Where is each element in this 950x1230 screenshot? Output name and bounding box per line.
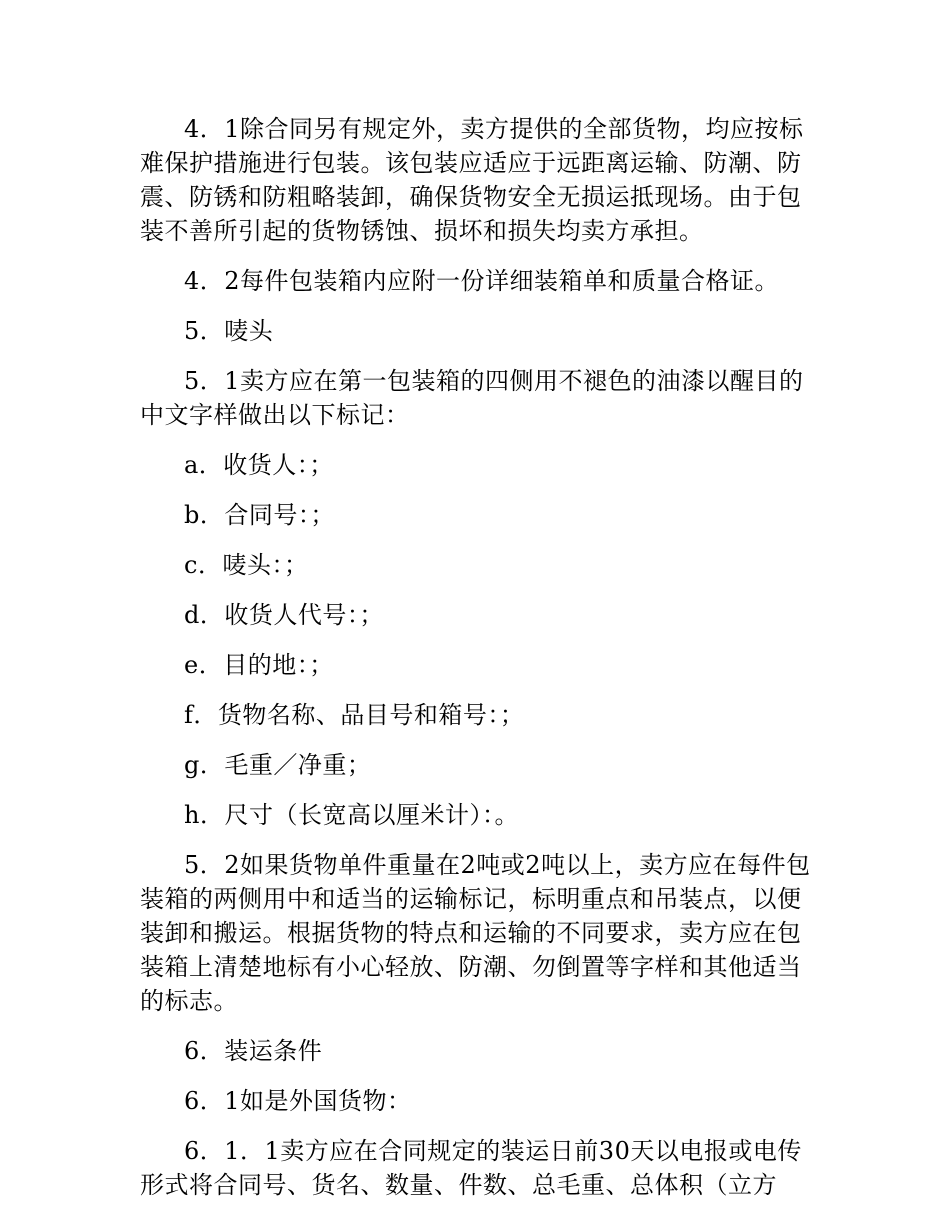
- list-item-b: b．合同号：；: [184, 501, 335, 529]
- paragraph-6-1-1: 6．1．1卖方应在合同规定的装运日前30天以电报或电传形式将合同号、货名、数量、件数、总毛重、总体积（立方: [140, 1137, 802, 1199]
- list-item-a: a．收货人：；: [184, 451, 334, 479]
- list-item-h: h．尺寸（长宽高以厘米计）：。: [184, 801, 519, 829]
- paragraph-5-2: 5．2如果货物单件重量在2吨或2吨以上，卖方应在每件包装箱的两侧用中和适当的运输标记，标明重点和吊装点，以便装卸和搬运。根据货物的特点和运输的不同要求，卖方应在包装箱上清楚地标有小心轻放、防潮、勿倒置等字样和其他适当的标志。: [140, 851, 811, 1015]
- list-item-d: d．收货人代号：；: [184, 601, 384, 629]
- document-body: [140, 112, 820, 1218]
- section-heading-6: 6．装运条件: [184, 1037, 323, 1065]
- paragraph-5-1: 5．1卖方应在第一包装箱的四侧用不褪色的油漆以醒目的中文字样做出以下标记：: [140, 367, 804, 429]
- list-item-e: e．目的地：；: [184, 651, 334, 679]
- paragraph-4-1: 4．1除合同另有规定外，卖方提供的全部货物，均应按标难保护措施进行包装。该包装应适应于远距离运输、防潮、防震、防锈和防粗略装卸，确保货物安全无损运抵现场。由于包装不善所引起的货物锈蚀、损坏和损失均卖方承担。: [140, 115, 804, 245]
- paragraph-6-1: 6．1如是外国货物：: [184, 1087, 412, 1115]
- list-item-c: c．唛头：；: [184, 551, 309, 579]
- section-heading-5: 5．唛头: [184, 317, 274, 345]
- list-item-g: g．毛重／净重；: [184, 751, 372, 779]
- list-item-f: f．货物名称、品目号和箱号：；: [184, 701, 525, 729]
- paragraph-4-2: 4．2每件包装箱内应附一份详细装箱单和质量合格证。: [184, 267, 780, 295]
